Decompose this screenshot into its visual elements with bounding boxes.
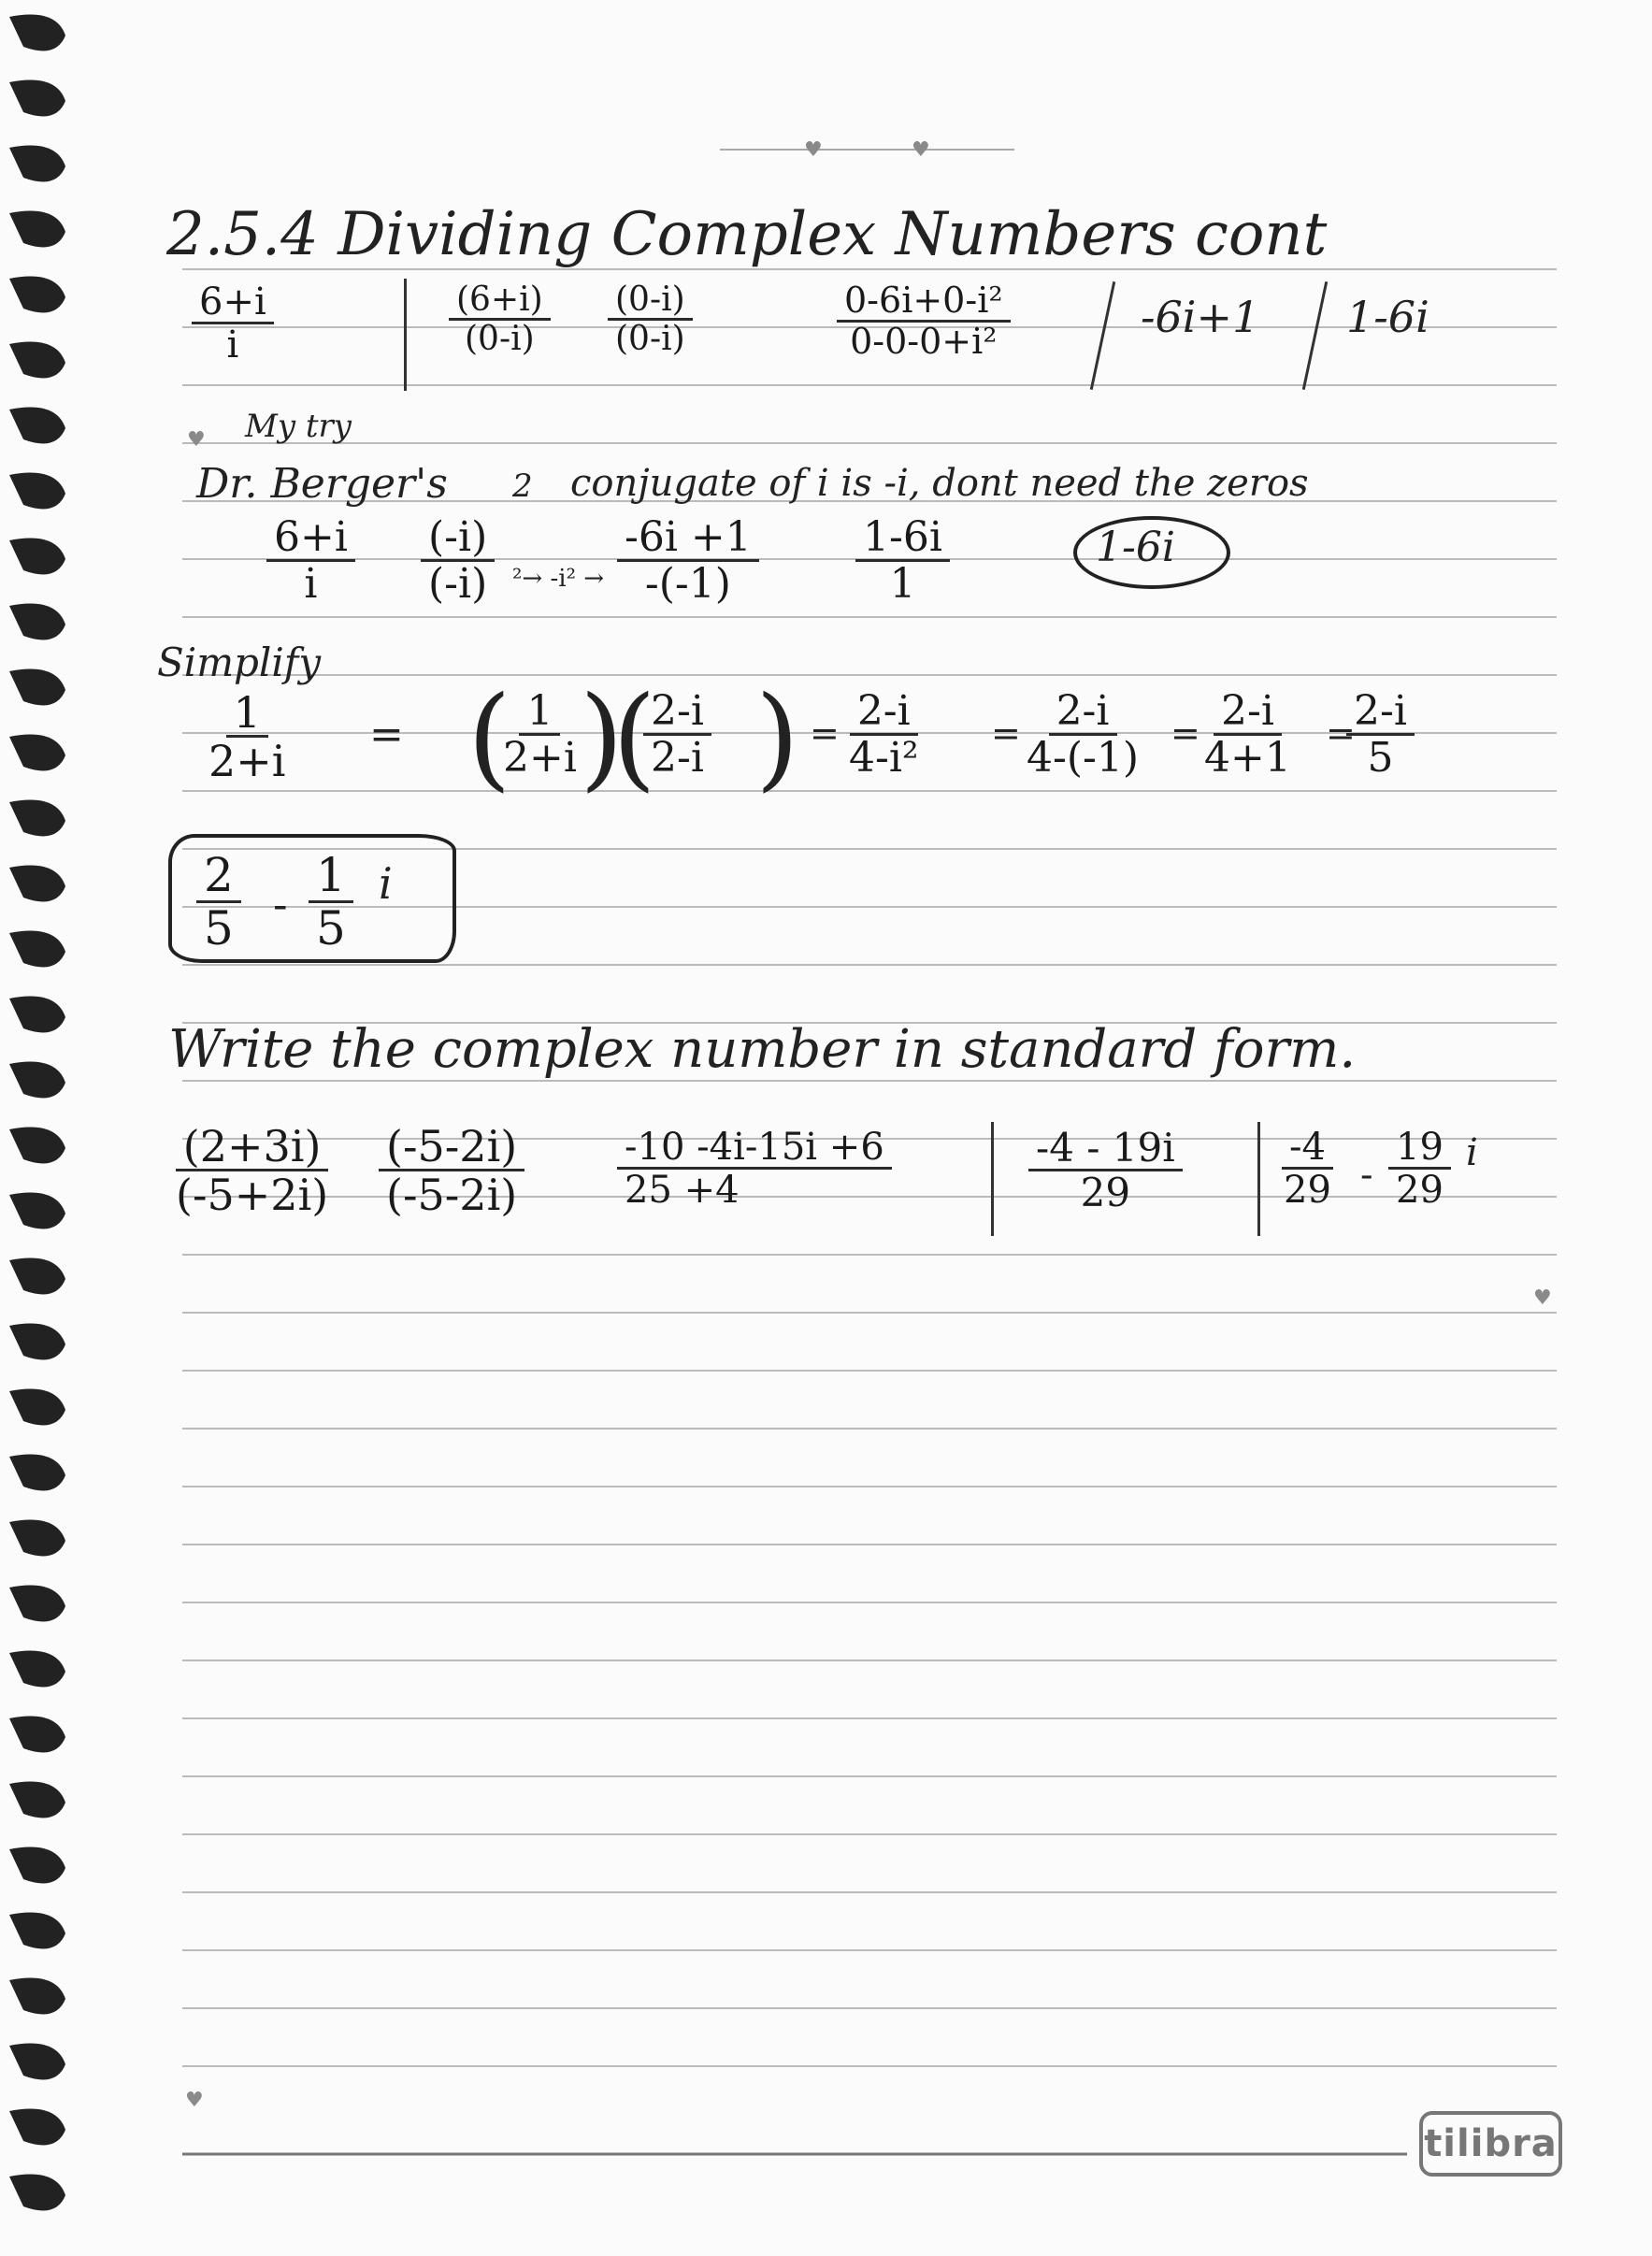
circled-answer: 1-6i [1096,524,1175,571]
section-heading: Dr. Berger's [196,460,448,508]
fraction: $\frac{2}{5}$ [196,851,241,955]
brand-logo [1419,2111,1562,2177]
arrow-label: 2 [512,467,533,505]
paren: ( [467,673,511,803]
paren: ( [612,673,656,803]
fraction: $\frac{2-i}{4-(-1)}$ [1027,687,1140,783]
step-result: -6i+1 [1141,292,1260,342]
minus-sign: - [1360,1154,1373,1197]
imaginary-unit: i [379,858,393,909]
fraction: $\frac{1-6i}{1}$ [855,516,950,608]
paren: ) [580,673,624,803]
fraction: $\frac{\text{0-6i+0-i²}}{\text{0-0-0+i²}}$ [837,282,1011,362]
heart-icon: ♥ [185,2089,204,2112]
fraction: $\frac{(0-i)}{(0-i)}$ [608,282,693,357]
divider [404,279,407,391]
heart-icon: ♥ [1533,1286,1552,1310]
fraction: $\frac{2-i}{2-i}$ [643,690,711,782]
fraction: $\frac{1}{2+i}$ [503,687,577,783]
spiral-binding [0,0,84,2256]
fraction: $\frac{19}{29}$ [1388,1128,1451,1211]
fraction: $\frac{6+i}{i}$ [266,516,355,608]
divider [991,1122,994,1236]
step-result: 1-6i [1346,292,1429,342]
fraction: $\frac{(-5-2i)}{(-5-2i)}$ [379,1124,524,1219]
fraction: $\frac{(6+i)}{(0-i)}$ [449,282,551,357]
page-title: 2.5.4 Dividing Complex Numbers cont [166,200,1328,269]
fraction: $\frac{(-i)}{(-i)}$ [421,516,495,608]
fraction: $\frac{1}{2+i}$ [208,687,286,787]
fraction: $\frac{-6i +1}{-(-1)}$ [617,516,759,608]
heart-icon: ♥ [187,428,206,452]
heart-icon: ♥ [804,138,823,162]
fraction: $\frac{2-i}{4+1}$ [1204,687,1291,783]
fraction: $\frac{2-i}{\text{4-i²}}$ [849,687,919,783]
fraction: $\frac{-4}{29}$ [1276,1128,1339,1211]
heart-icon: ♥ [912,138,930,162]
equals-sign: = [1326,712,1356,754]
exponent-note: ²→ -i² → [512,565,605,593]
section-heading: Write the complex number in standard form. [168,1019,1357,1080]
equals-sign: = [991,712,1021,754]
fraction: $\frac{2-i}{5}$ [1346,690,1415,782]
paren: ) [755,673,799,803]
fraction: $\frac{-10 -4i-15i +6}{25 +4}$ [617,1128,892,1211]
fraction: $\frac{-4 - 19i}{29}$ [1028,1128,1183,1214]
equals-sign: = [1171,712,1200,754]
equals-sign: = [810,712,840,754]
note-label: My try [245,408,352,445]
imaginary-unit: i [1466,1131,1478,1174]
fraction: $\frac{6+i}{i}$ [192,282,274,366]
divider [1257,1122,1260,1236]
minus-sign: - [273,879,288,929]
fraction: $\frac{1}{5}$ [309,851,353,955]
brand-logo-text: tilibra [1424,2122,1558,2165]
fraction: $\frac{(2+3i)}{(-5+2i)}$ [176,1121,329,1221]
section-heading: Simplify [157,639,322,685]
equals-sign: = [369,711,404,758]
comment: conjugate of i is -i, dont need the zeros [570,462,1309,505]
